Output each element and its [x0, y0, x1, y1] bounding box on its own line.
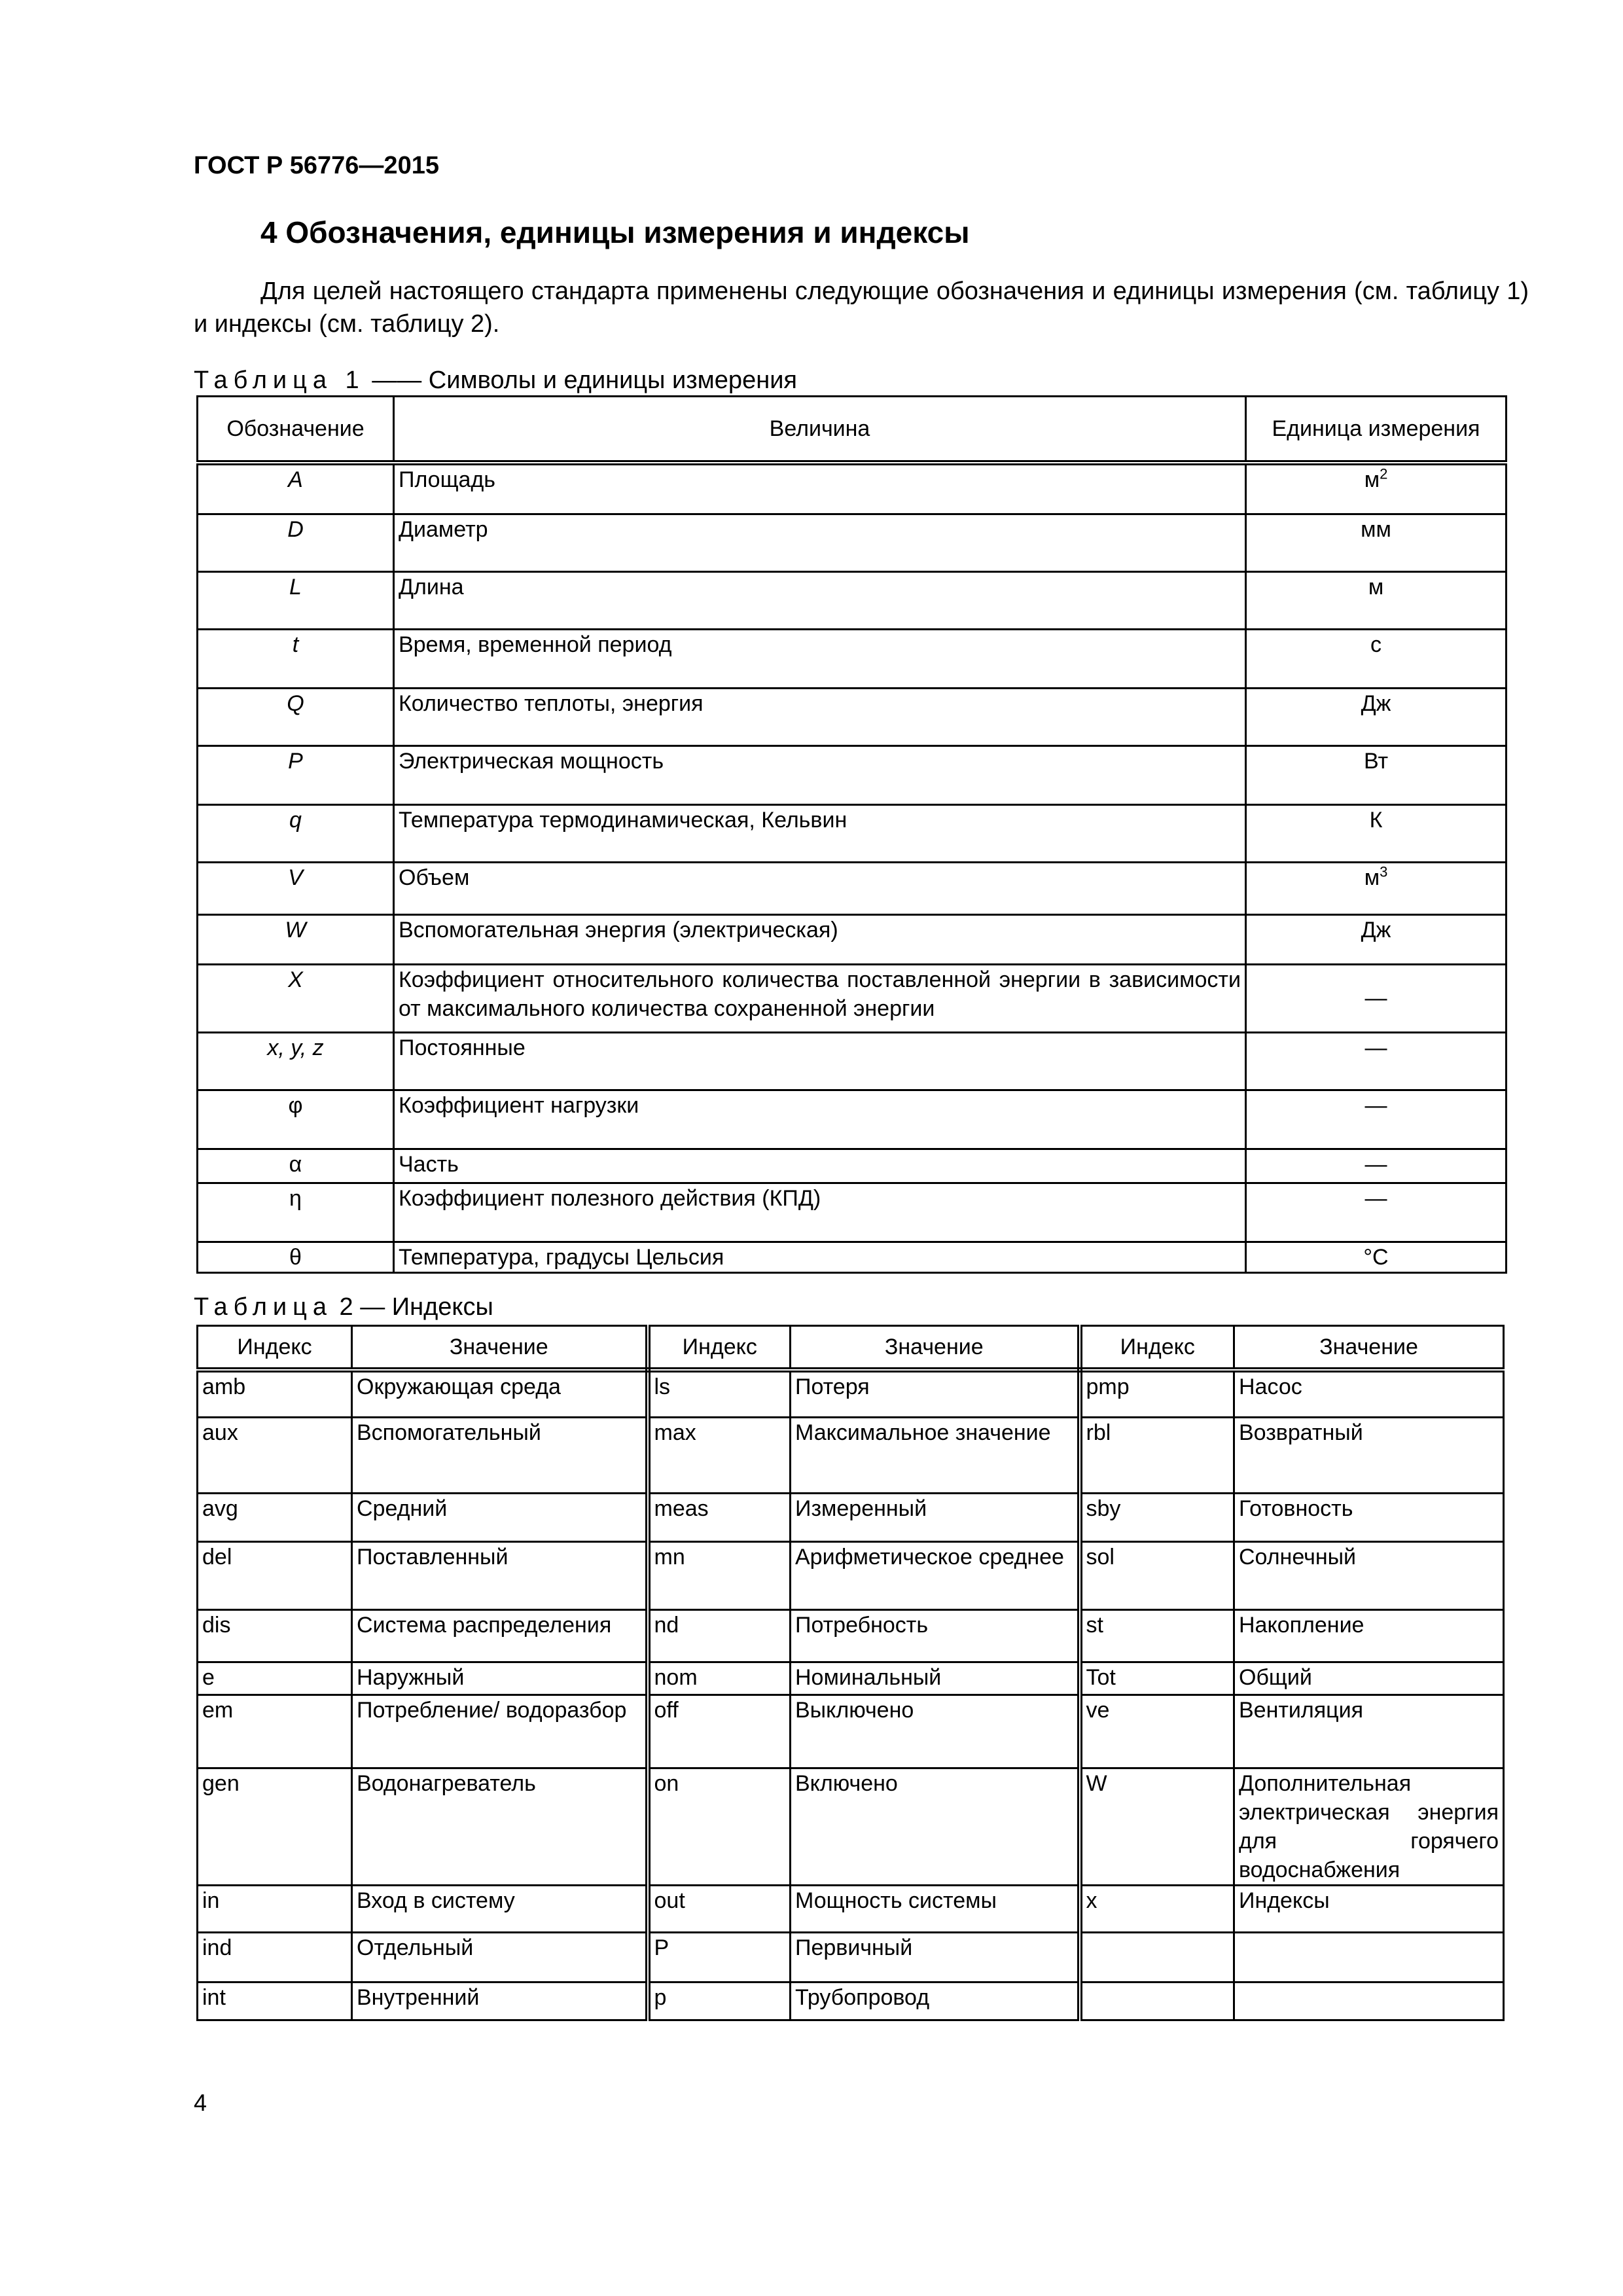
header-index: Индекс — [198, 1326, 352, 1371]
symbol-cell: A — [198, 463, 394, 514]
table-row — [198, 964, 1507, 1032]
index-cell: del — [198, 1541, 352, 1609]
meaning-cell: Первичный — [791, 1932, 1080, 1982]
meaning-cell: Окружающая среда — [352, 1370, 648, 1417]
meaning-cell: Средний — [352, 1493, 648, 1541]
table-row — [198, 1183, 1507, 1242]
quantity-cell: Постоянные — [394, 1032, 1246, 1090]
table-row — [198, 1417, 1504, 1493]
section-title: 4 Обозначения, единицы измерения и индексы — [260, 215, 970, 249]
unit-cell — [1246, 463, 1507, 514]
unit-superscript: 2 — [1380, 465, 1388, 482]
meaning-cell: Вентиляция — [1234, 1695, 1504, 1768]
symbol-cell: L — [198, 571, 394, 629]
table-row — [198, 514, 1507, 571]
meaning-cell: Система распределения — [352, 1609, 648, 1662]
unit-cell: — — [1246, 1183, 1507, 1242]
unit-cell: с — [1246, 629, 1507, 688]
meaning-cell: Солнечный — [1234, 1541, 1504, 1609]
table-row — [198, 1885, 1504, 1932]
header-symbol: Обозначение — [198, 397, 394, 463]
table-row — [198, 1982, 1504, 2020]
header-unit: Единица измерения — [1246, 397, 1507, 463]
unit-cell: — — [1246, 1032, 1507, 1090]
symbol-cell: φ — [198, 1090, 394, 1149]
index-cell: amb — [198, 1370, 352, 1417]
unit-cell: — — [1246, 1149, 1507, 1183]
symbol-cell: Q — [198, 688, 394, 745]
table1-caption-prefix: Таблица 1 — [194, 367, 365, 394]
index-cell: st — [1080, 1609, 1234, 1662]
meaning-cell: Наружный — [352, 1662, 648, 1695]
index-cell: em — [198, 1695, 352, 1768]
table-row — [198, 1541, 1504, 1609]
meaning-cell — [1234, 1982, 1504, 2020]
index-cell: pmp — [1080, 1370, 1234, 1417]
meaning-cell: Потеря — [791, 1370, 1080, 1417]
table-row — [198, 804, 1507, 862]
table1-caption-text: —— Символы и единицы измерения — [365, 367, 797, 394]
index-cell: e — [198, 1662, 352, 1695]
index-cell: max — [648, 1417, 791, 1493]
index-cell: nd — [648, 1609, 791, 1662]
quantity-cell: Объем — [394, 862, 1246, 914]
index-cell: W — [1080, 1768, 1234, 1885]
quantity-cell: Температура, градусы Цельсия — [394, 1242, 1246, 1272]
meaning-cell: Максимальное значение — [791, 1417, 1080, 1493]
index-cell: meas — [648, 1493, 791, 1541]
meaning-cell: Водонагреватель — [352, 1768, 648, 1885]
table-row — [198, 1242, 1507, 1272]
meaning-cell: Насос — [1234, 1370, 1504, 1417]
unit-cell: Вт — [1246, 745, 1507, 804]
index-cell: out — [648, 1885, 791, 1932]
quantity-cell: Температура термодинамическая, Кельвин — [394, 804, 1246, 862]
meaning-cell: Номинальный — [791, 1662, 1080, 1695]
index-cell: int — [198, 1982, 352, 2020]
unit-cell: °С — [1246, 1242, 1507, 1272]
meaning-cell: Мощность системы — [791, 1885, 1080, 1932]
index-cell: off — [648, 1695, 791, 1768]
table1-caption — [194, 367, 797, 395]
symbol-cell: q — [198, 804, 394, 862]
page-number: 4 — [194, 2089, 207, 2116]
meaning-cell: Накопление — [1234, 1609, 1504, 1662]
table-row — [198, 1149, 1507, 1183]
table2-caption — [194, 1293, 493, 1321]
index-cell: gen — [198, 1768, 352, 1885]
table-row — [198, 1662, 1504, 1695]
unit-cell: м — [1246, 571, 1507, 629]
index-cell: Tot — [1080, 1662, 1234, 1695]
index-cell: P — [648, 1932, 791, 1982]
unit-cell — [1246, 862, 1507, 914]
header-meaning: Значение — [1234, 1326, 1504, 1371]
symbol-cell: α — [198, 1149, 394, 1183]
quantity-cell: Электрическая мощность — [394, 745, 1246, 804]
quantity-cell: Часть — [394, 1149, 1246, 1183]
index-cell: p — [648, 1982, 791, 2020]
index-cell: ind — [198, 1932, 352, 1982]
quantity-cell: Вспомогательная энергия (электрическая) — [394, 914, 1246, 964]
unit-text: м — [1364, 467, 1380, 492]
table2-caption-text: 2 — Индексы — [332, 1293, 493, 1321]
index-cell — [1080, 1982, 1234, 2020]
symbol-cell: V — [198, 862, 394, 914]
index-cell: aux — [198, 1417, 352, 1493]
symbol-cell: x, y, z — [198, 1032, 394, 1090]
table-row — [198, 1932, 1504, 1982]
meaning-cell: Трубопровод — [791, 1982, 1080, 2020]
quantity-cell: Время, временной период — [394, 629, 1246, 688]
table-row — [198, 745, 1507, 804]
unit-cell: — — [1246, 964, 1507, 1032]
symbol-cell: X — [198, 964, 394, 1032]
unit-text: м — [1364, 865, 1380, 890]
document-id: ГОСТ Р 56776—2015 — [194, 152, 439, 179]
meaning-cell: Возвратный — [1234, 1417, 1504, 1493]
table-row — [198, 1493, 1504, 1541]
meaning-cell: Выключено — [791, 1695, 1080, 1768]
meaning-cell: Поставленный — [352, 1541, 648, 1609]
table-row — [198, 463, 1507, 514]
table2-caption-prefix: Таблица — [194, 1293, 332, 1321]
unit-cell: Дж — [1246, 914, 1507, 964]
table-row — [198, 571, 1507, 629]
meaning-cell: Измеренный — [791, 1493, 1080, 1541]
unit-cell: Дж — [1246, 688, 1507, 745]
indices-table — [196, 1325, 1505, 2021]
index-cell: ls — [648, 1370, 791, 1417]
index-cell: on — [648, 1768, 791, 1885]
header-meaning: Значение — [791, 1326, 1080, 1371]
meaning-cell: Вспомогательный — [352, 1417, 648, 1493]
symbol-cell: t — [198, 629, 394, 688]
header-index: Индекс — [1080, 1326, 1234, 1371]
index-cell: sol — [1080, 1541, 1234, 1609]
table-row — [198, 629, 1507, 688]
meaning-cell: Отдельный — [352, 1932, 648, 1982]
unit-cell: — — [1246, 1090, 1507, 1149]
unit-cell: мм — [1246, 514, 1507, 571]
quantity-cell: Коэффициент нагрузки — [394, 1090, 1246, 1149]
meaning-cell: Индексы — [1234, 1885, 1504, 1932]
quantity-cell: Коэффициент полезного действия (КПД) — [394, 1183, 1246, 1242]
header-meaning: Значение — [352, 1326, 648, 1371]
quantity-cell: Коэффициент относительного количества поставленной энергии в зависимости от максимального количества сохраненной энергии — [394, 964, 1246, 1032]
meaning-cell: Дополнительная электрическая энергия для горячего водоснабжения — [1234, 1768, 1504, 1885]
quantity-cell: Площадь — [394, 463, 1246, 514]
meaning-cell: Внутренний — [352, 1982, 648, 2020]
header-quantity: Величина — [394, 397, 1246, 463]
index-cell: dis — [198, 1609, 352, 1662]
table-row — [198, 1695, 1504, 1768]
quantity-cell: Длина — [394, 571, 1246, 629]
symbol-cell: D — [198, 514, 394, 571]
meaning-cell: Арифметическое среднее — [791, 1541, 1080, 1609]
index-cell: in — [198, 1885, 352, 1932]
index-cell — [1080, 1932, 1234, 1982]
symbol-cell: W — [198, 914, 394, 964]
header-index: Индекс — [648, 1326, 791, 1371]
symbol-cell: η — [198, 1183, 394, 1242]
unit-cell: К — [1246, 804, 1507, 862]
table-row — [198, 1609, 1504, 1662]
symbol-cell: P — [198, 745, 394, 804]
intro-paragraph: Для целей настоящего стандарта применены следующие обозначения и единицы измерения (см. таблицу 1) и индексы (см. таблицу 2). — [194, 278, 1529, 338]
index-cell: x — [1080, 1885, 1234, 1932]
index-cell: sby — [1080, 1493, 1234, 1541]
table-row — [198, 914, 1507, 964]
table-row — [198, 862, 1507, 914]
symbol-cell: θ — [198, 1242, 394, 1272]
table-header-row — [198, 1326, 1504, 1371]
table-header-row — [198, 397, 1507, 463]
symbols-table — [196, 395, 1507, 1274]
index-cell: rbl — [1080, 1417, 1234, 1493]
index-cell: nom — [648, 1662, 791, 1695]
meaning-cell — [1234, 1932, 1504, 1982]
meaning-cell: Включено — [791, 1768, 1080, 1885]
meaning-cell: Потребление/ водоразбор — [352, 1695, 648, 1768]
table-row — [198, 1370, 1504, 1417]
index-cell: ve — [1080, 1695, 1234, 1768]
table-row — [198, 688, 1507, 745]
unit-superscript: 3 — [1380, 863, 1388, 880]
table-row — [198, 1032, 1507, 1090]
meaning-cell: Готовность — [1234, 1493, 1504, 1541]
quantity-cell: Количество теплоты, энергия — [394, 688, 1246, 745]
table-row — [198, 1090, 1507, 1149]
meaning-cell: Вход в систему — [352, 1885, 648, 1932]
table-row — [198, 1768, 1504, 1885]
index-cell: avg — [198, 1493, 352, 1541]
quantity-cell: Диаметр — [394, 514, 1246, 571]
index-cell: mn — [648, 1541, 791, 1609]
meaning-cell: Потребность — [791, 1609, 1080, 1662]
meaning-cell: Общий — [1234, 1662, 1504, 1695]
